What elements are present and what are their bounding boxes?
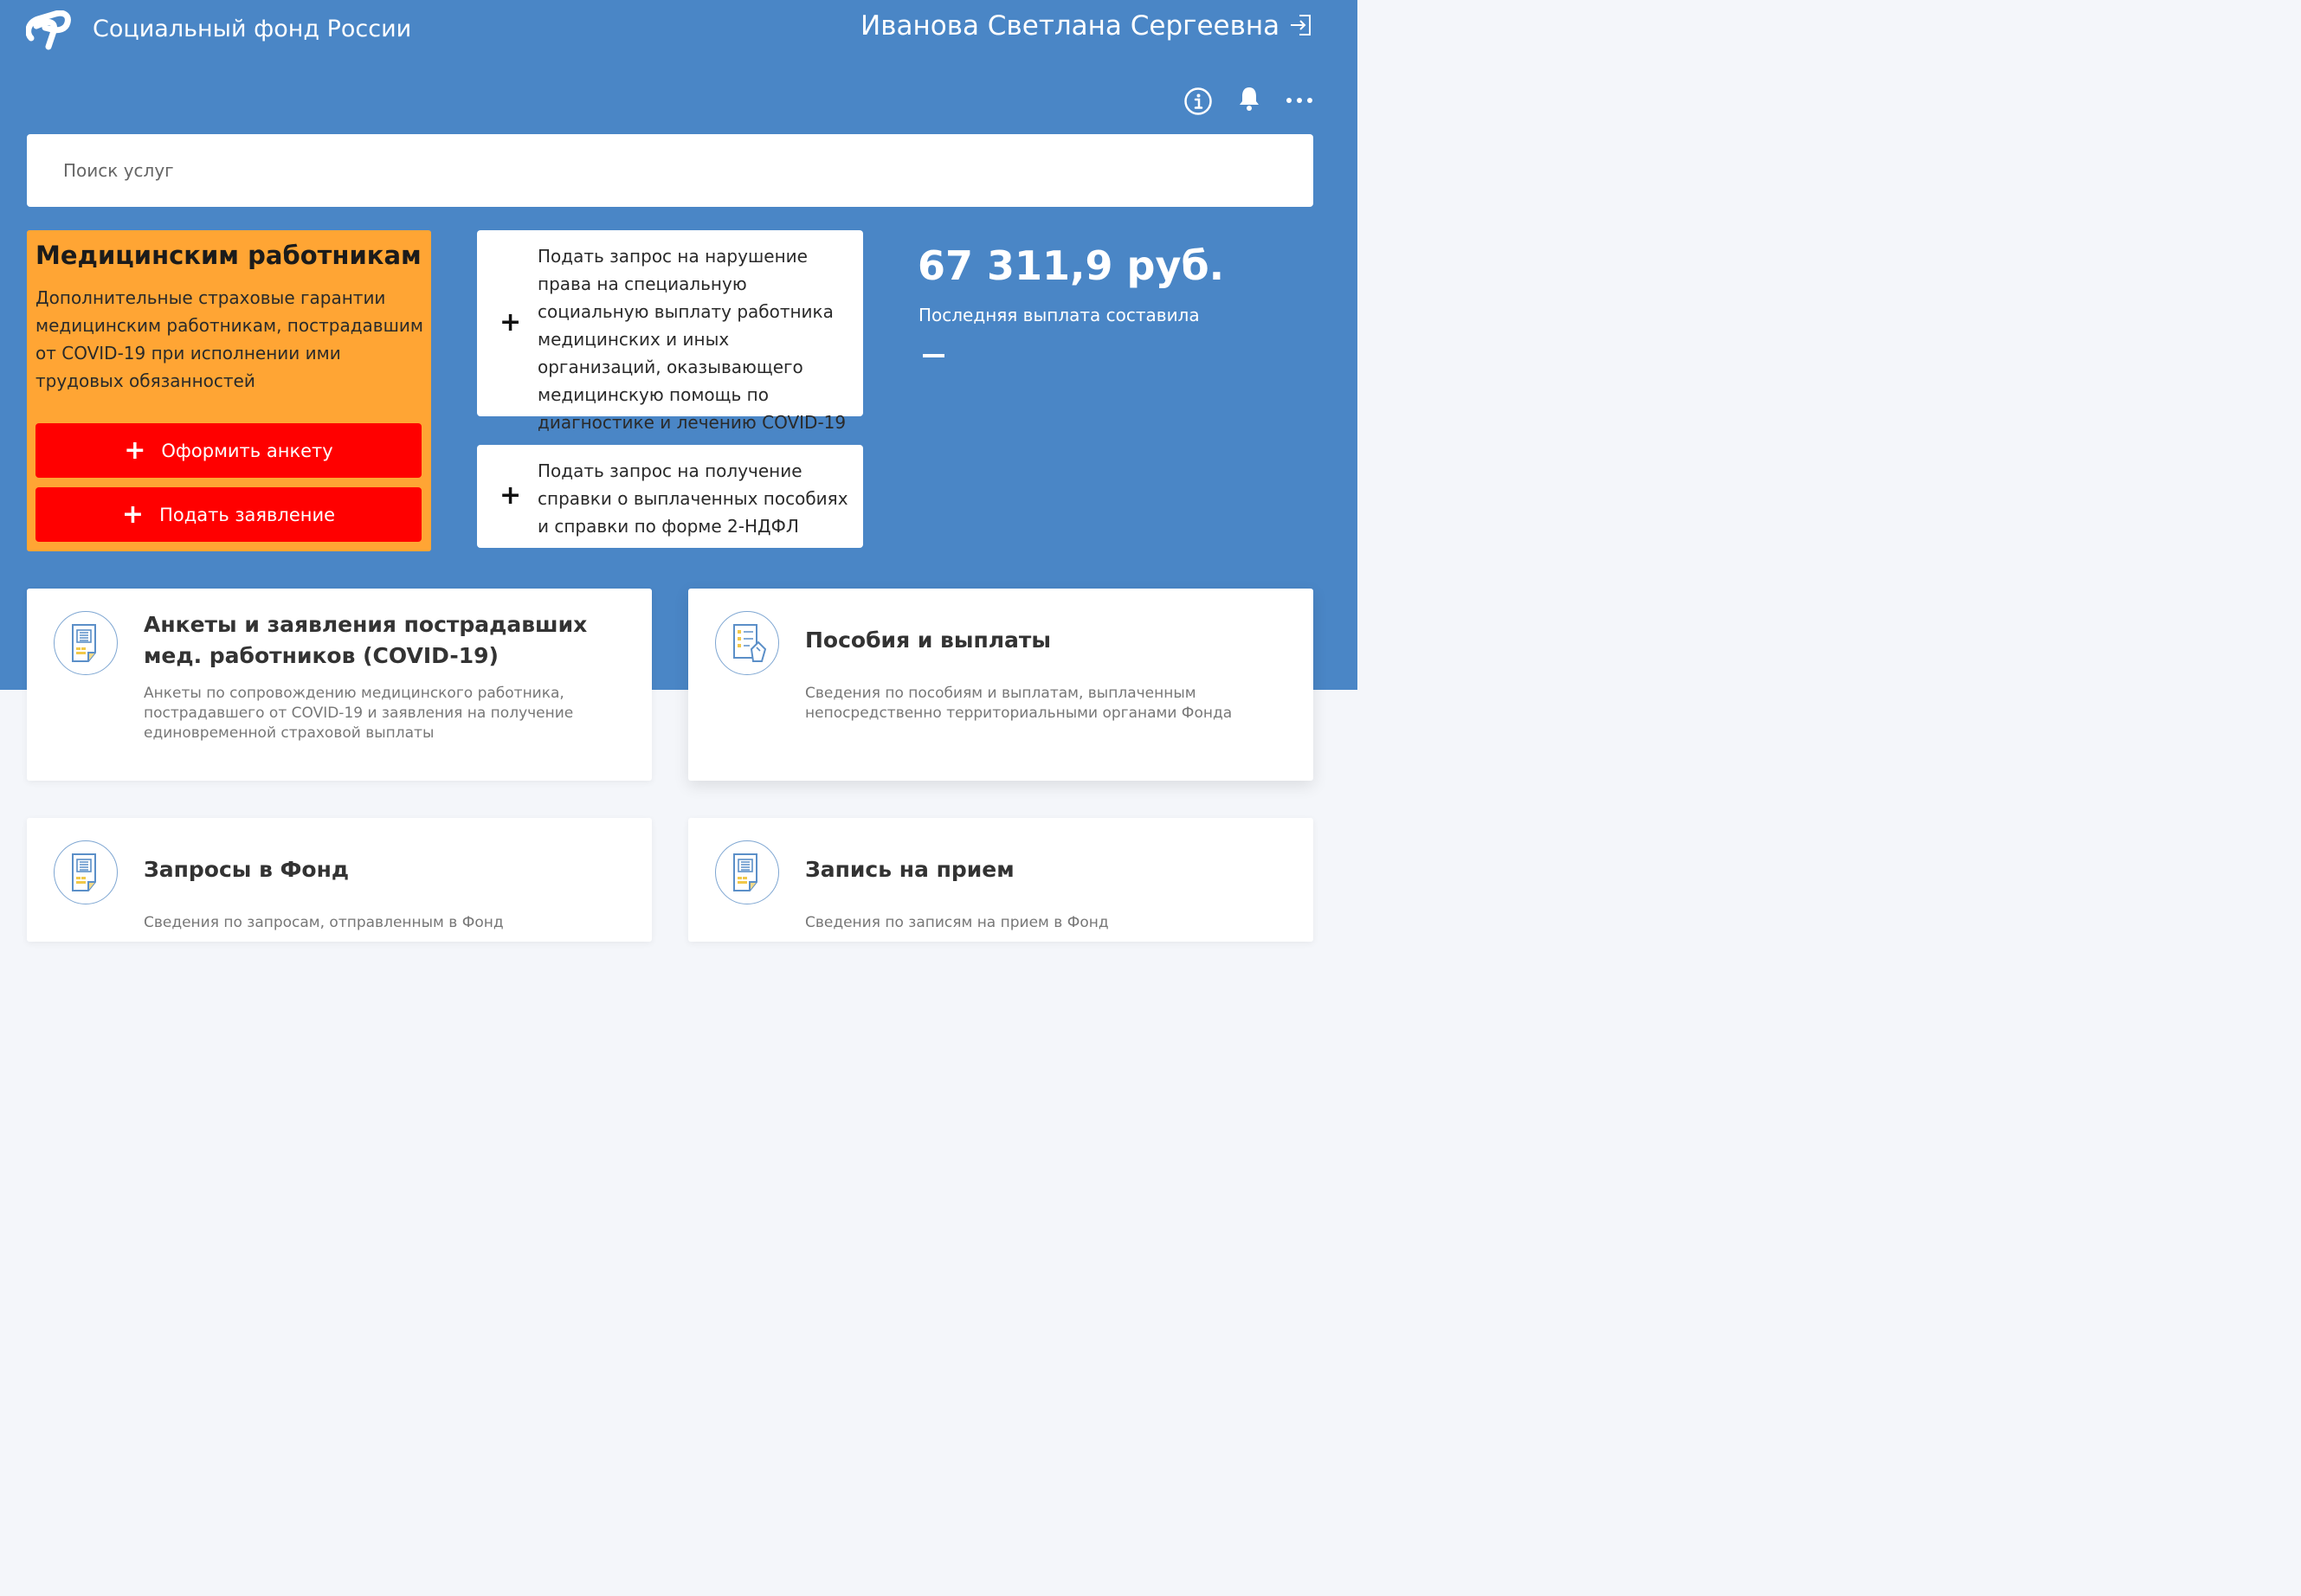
- request-card-text: Подать запрос на нарушение права на специальную социальную выплату работника медицинских и иных организаций, оказывающего медицинскую помощь по диагностике и лечению COVID-19: [538, 246, 847, 433]
- service-card-benefits-payments[interactable]: [688, 589, 1313, 781]
- service-title: Запись на прием: [805, 857, 1015, 882]
- search-bar: [27, 134, 1313, 207]
- document-form-icon: [54, 840, 118, 904]
- plus-icon: +: [500, 307, 522, 338]
- request-payment-certificate-card[interactable]: [477, 445, 863, 548]
- service-card-appointment[interactable]: [688, 818, 1313, 942]
- fill-questionnaire-button[interactable]: [35, 423, 422, 478]
- document-form-icon: [715, 840, 779, 904]
- medical-workers-promo: [27, 230, 431, 551]
- promo-title: Медицинским работникам: [35, 241, 422, 270]
- submit-application-label: Подать заявление: [159, 504, 336, 525]
- bell-icon[interactable]: [1236, 85, 1262, 113]
- service-description: Сведения по пособиям и выплатам, выплаченным непосредственно территориальными органами Фонда: [805, 685, 1233, 722]
- user-name[interactable]: Иванова Светлана Сергеевна: [860, 10, 1280, 42]
- document-hand-icon: [715, 611, 779, 675]
- plus-icon: +: [121, 499, 145, 530]
- sfr-logo-icon[interactable]: [26, 10, 73, 50]
- more-options-icon[interactable]: [1285, 90, 1314, 111]
- plus-icon: +: [500, 480, 522, 511]
- last-payment-label: Последняя выплата составила: [918, 305, 1200, 325]
- info-icon[interactable]: [1183, 87, 1213, 116]
- service-description: Сведения по запросам, отправленным в Фонд: [144, 914, 504, 931]
- last-payment-amount: 67 311,9 руб.: [918, 242, 1225, 289]
- service-card-covid-applications[interactable]: [27, 589, 652, 781]
- plus-icon: +: [124, 434, 146, 466]
- brand-name[interactable]: Социальный фонд России: [93, 16, 412, 42]
- service-description: Анкеты по сопровождению медицинского работника, пострадавшего от COVID-19 и заявления на получение единовременной страховой выплаты: [144, 685, 574, 742]
- request-card-text: Подать запрос на получение справки о выплаченных пособиях и справки по форме 2-НДФЛ: [538, 460, 848, 537]
- service-description: Сведения по записям на прием в Фонд: [805, 914, 1109, 931]
- submit-application-button[interactable]: [35, 487, 422, 542]
- promo-text: Дополнительные страховые гарантии медицинским работникам, пострадавшим от COVID-19 при исполнении ими трудовых обязанностей: [35, 287, 423, 391]
- service-title: Запросы в Фонд: [144, 857, 350, 882]
- search-input[interactable]: [27, 134, 1313, 207]
- logout-icon[interactable]: [1288, 13, 1314, 37]
- service-title: Пособия и выплаты: [805, 627, 1052, 653]
- service-title: Анкеты и заявления пострадавших мед. работников (COVID-19): [144, 612, 588, 668]
- service-card-fund-requests[interactable]: [27, 818, 652, 942]
- fill-questionnaire-label: Оформить анкету: [161, 440, 333, 461]
- request-rights-violation-card[interactable]: [477, 230, 863, 433]
- document-form-icon: [54, 611, 118, 675]
- last-payment-dash: [923, 354, 944, 357]
